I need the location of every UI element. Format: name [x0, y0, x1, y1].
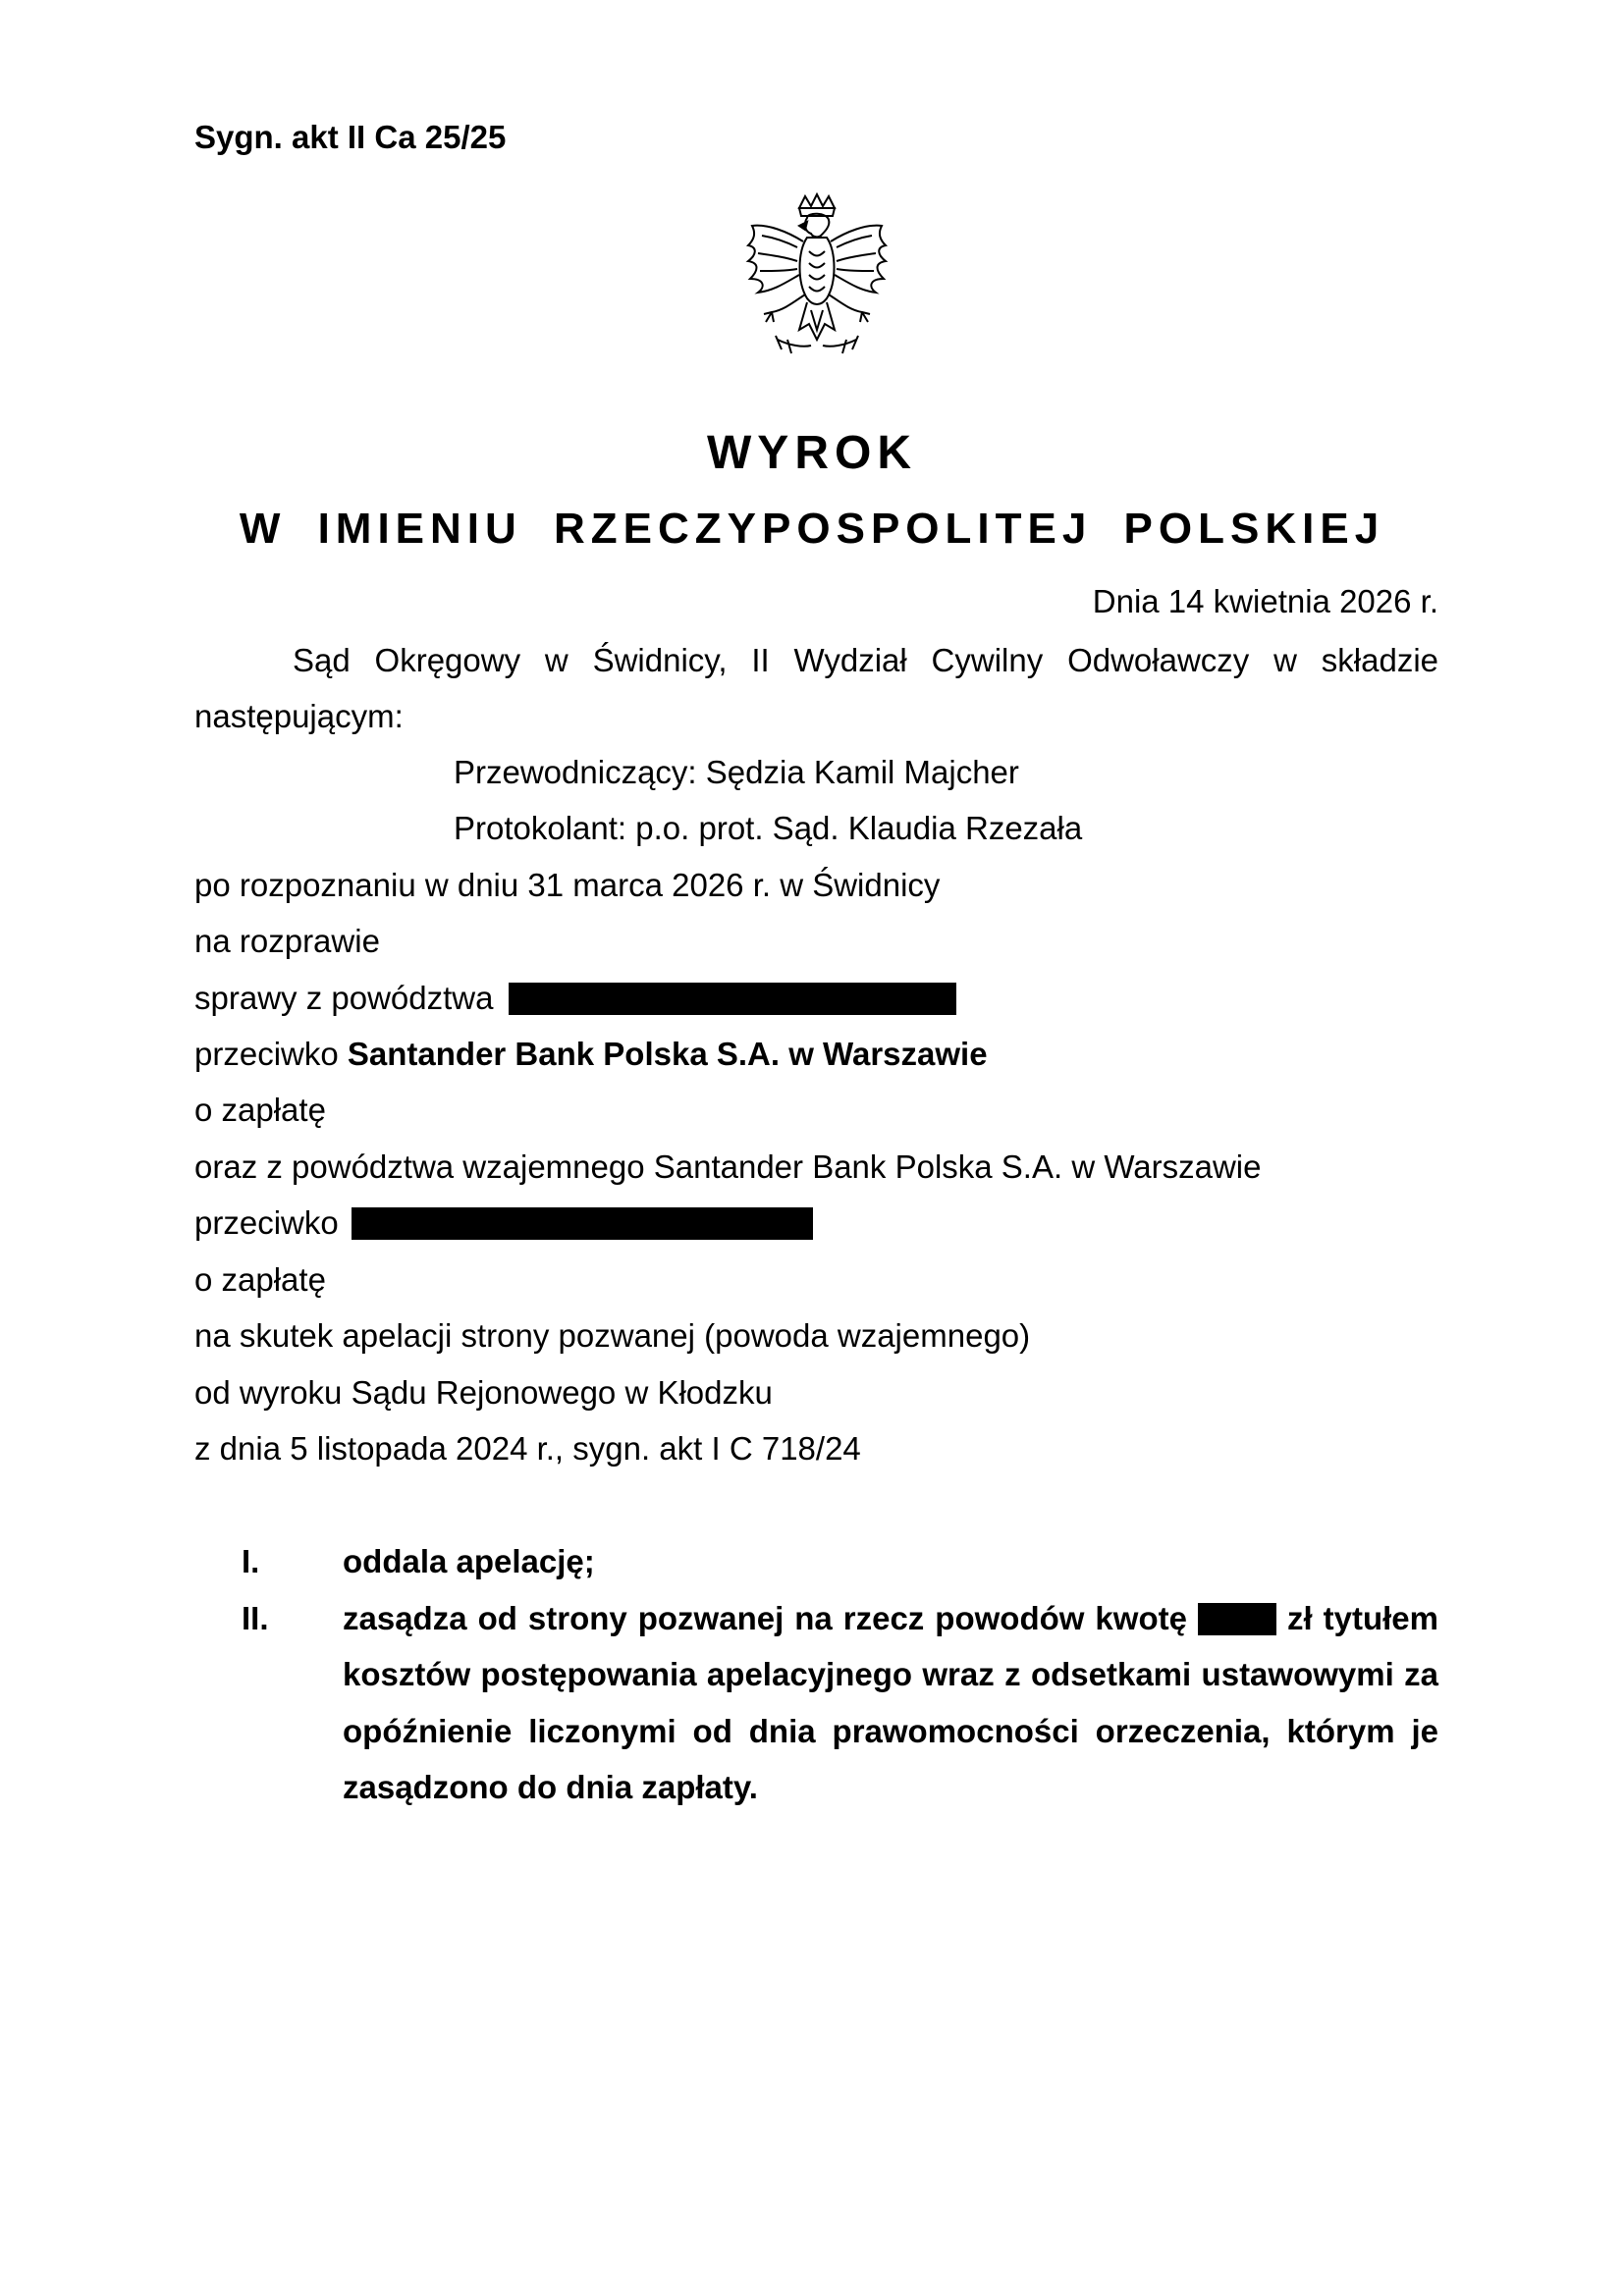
defendant-line	[194, 1035, 988, 1074]
court-intro-continuation: następującym:	[194, 698, 404, 734]
ruling-text: oddala apelację;	[343, 1543, 595, 1579]
judgment-date: Dnia 14 kwietnia 2026 r.	[1092, 583, 1438, 619]
ruling-text-line	[343, 1599, 1438, 1638]
claimant-prefix: sprawy z powództwa	[194, 980, 494, 1016]
ruling-text-part: zł tytułem	[1286, 1600, 1438, 1636]
trial-line: na rozprawie	[194, 923, 380, 959]
redacted-counter-defendant	[352, 1207, 813, 1240]
judgment-subtitle: W IMIENIU RZECZYPOSPOLITEJ POLSKIEJ	[239, 505, 1385, 553]
ruling-text-line: kosztów postępowania apelacyjnego wraz z odsetkami ustawowymi za	[343, 1656, 1438, 1692]
counterclaim-line: oraz z powództwa wzajemnego Santander Bank Polska S.A. w Warszawie	[194, 1148, 1262, 1185]
defendant-prefix: przeciwko	[194, 1036, 339, 1072]
counter-defendant-line	[194, 1203, 813, 1243]
claimant-line	[194, 979, 956, 1018]
judgment-title: WYROK	[707, 427, 917, 479]
ruling-text-part: zasądza od strony pozwanej na rzecz powodów kwotę	[343, 1600, 1187, 1636]
redacted-amount	[1198, 1603, 1276, 1635]
redacted-claimant	[509, 983, 956, 1015]
hearing-line: po rozpoznaniu w dniu 31 marca 2026 r. w Świdnicy	[194, 867, 941, 903]
counter-defendant-prefix: przeciwko	[194, 1204, 339, 1241]
appeal-line: na skutek apelacji strony pozwanej (powoda wzajemnego)	[194, 1317, 1031, 1354]
court-clerk: Protokolant: p.o. prot. Sąd. Klaudia Rzezała	[454, 810, 1083, 846]
ruling-text-line: opóźnienie liczonymi od dnia prawomocności orzeczenia, którym je	[343, 1713, 1438, 1749]
case-reference-line: z dnia 5 listopada 2024 r., sygn. akt I C 718/24	[194, 1430, 861, 1467]
subject-line: o zapłatę	[194, 1092, 326, 1128]
judgment-source-line: od wyroku Sądu Rejonowego w Kłodzku	[194, 1374, 773, 1411]
ruling-number: I.	[242, 1543, 260, 1579]
polish-eagle-icon	[738, 192, 895, 367]
court-intro-line: Sąd Okręgowy w Świdnicy, II Wydział Cywilny Odwoławczy w składzie	[293, 642, 1438, 678]
ruling-text-line: zasądzono do dnia zapłaty.	[343, 1769, 758, 1805]
subject-line-2: o zapłatę	[194, 1261, 326, 1298]
defendant-name: Santander Bank Polska S.A. w Warszawie	[347, 1036, 988, 1072]
presiding-judge: Przewodniczący: Sędzia Kamil Majcher	[454, 754, 1019, 790]
case-signature: Sygn. akt II Ca 25/25	[194, 119, 507, 155]
ruling-number: II.	[242, 1600, 269, 1636]
